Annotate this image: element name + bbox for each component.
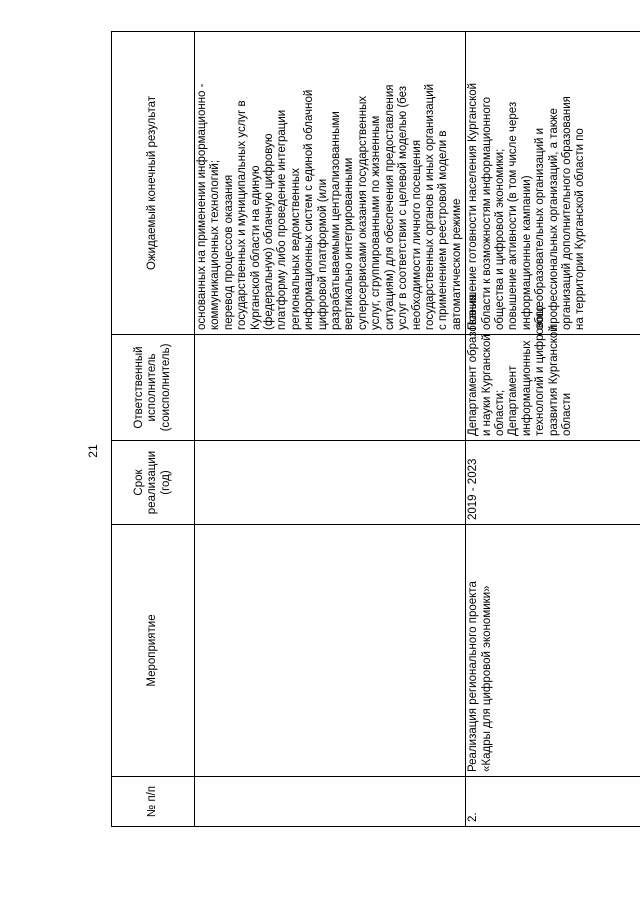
program-table [111, 31, 640, 827]
text-line: цифровой платформой (или [316, 178, 329, 330]
text-line: коммуникационных технологий; [209, 159, 222, 330]
header-num: № п/п [112, 777, 195, 827]
text-line: профессиональных организаций, а также [547, 108, 560, 330]
text-line: услуг в соответствии с целевой моделью (без [397, 85, 410, 330]
text-line: на территории Курганской области по [574, 128, 587, 330]
text-line: перевод процессов оказания [222, 174, 235, 330]
text-line: организаций дополнительного образования [560, 96, 573, 330]
text-line: повышение активности (в том числе через [507, 101, 520, 330]
text-line: общества и цифровой экономики; [493, 148, 506, 330]
text-line: ситуациям) для обеспечения предоставления [383, 84, 396, 330]
header-period: Срок реализации (год) [112, 441, 195, 525]
cell-result [195, 32, 466, 335]
text-line: общеобразовательных организаций и [534, 127, 547, 330]
text-line: вертикально интегрированными [343, 157, 356, 330]
cell-result [466, 32, 640, 335]
text-line: Повышение готовности населения Курганской [467, 82, 480, 330]
header-event: Мероприятие [112, 525, 195, 777]
text-line: информационных [520, 340, 533, 436]
text-line: Департамент [507, 365, 520, 436]
text-line: с применением реестровой модели в [437, 130, 450, 330]
table-row [195, 32, 466, 827]
text-line: развития Курганской [547, 325, 560, 436]
cell-num: 2. [466, 777, 640, 827]
text-line: государственных и муниципальных услуг в [236, 100, 249, 330]
header-row [112, 32, 195, 827]
cell-num [195, 777, 466, 827]
text-line: технологий и цифрового [534, 305, 547, 436]
cell-event [466, 525, 640, 777]
text-line: региональных ведомственных [289, 167, 302, 330]
table-row [466, 32, 640, 827]
text-line: и науки Курганской [480, 334, 493, 436]
text-line: информационные кампании) [520, 175, 533, 330]
header-responsible: Ответственный исполнитель (соисполнитель) [112, 335, 195, 441]
text-line: платформу либо проведение интеграции [276, 109, 289, 330]
text-line: суперсервисами оказания государственных [356, 95, 369, 330]
text-line: основанных на применении информационно - [196, 83, 208, 330]
rotated-page-content [111, 32, 606, 827]
text-line: автоматическом режиме [450, 198, 463, 330]
text-line: разрабатываемыми централизованными [330, 111, 343, 330]
cell-period: 2019 - 2023 [466, 441, 640, 525]
text-line: (федеральную) облачную цифровую [263, 133, 276, 330]
text-line: необходимости личного посещения [410, 139, 423, 330]
text-line: информационных систем с единой облачной [303, 89, 316, 330]
text-line: области [560, 392, 573, 436]
cell-responsible [466, 293, 640, 441]
cell-event [195, 525, 466, 777]
text-line: «Кадры для цифровой экономики» [480, 585, 493, 772]
text-line: Реализация регионального проекта [467, 581, 480, 772]
cell-responsible [195, 335, 466, 441]
cell-period [195, 441, 466, 525]
text-line: области; [493, 389, 506, 436]
text-line: Департамент образования [467, 293, 480, 436]
text-line: услуг, сгруппированными по жизненным [370, 115, 383, 330]
text-line: области к возможностям информационного [480, 96, 493, 330]
text-line: Курганской области на единую [249, 165, 262, 330]
text-line: государственных органов и иных организаций [423, 83, 436, 330]
header-result: Ожидаемый конечный результат [112, 32, 195, 335]
page-number: 21 [86, 444, 100, 458]
